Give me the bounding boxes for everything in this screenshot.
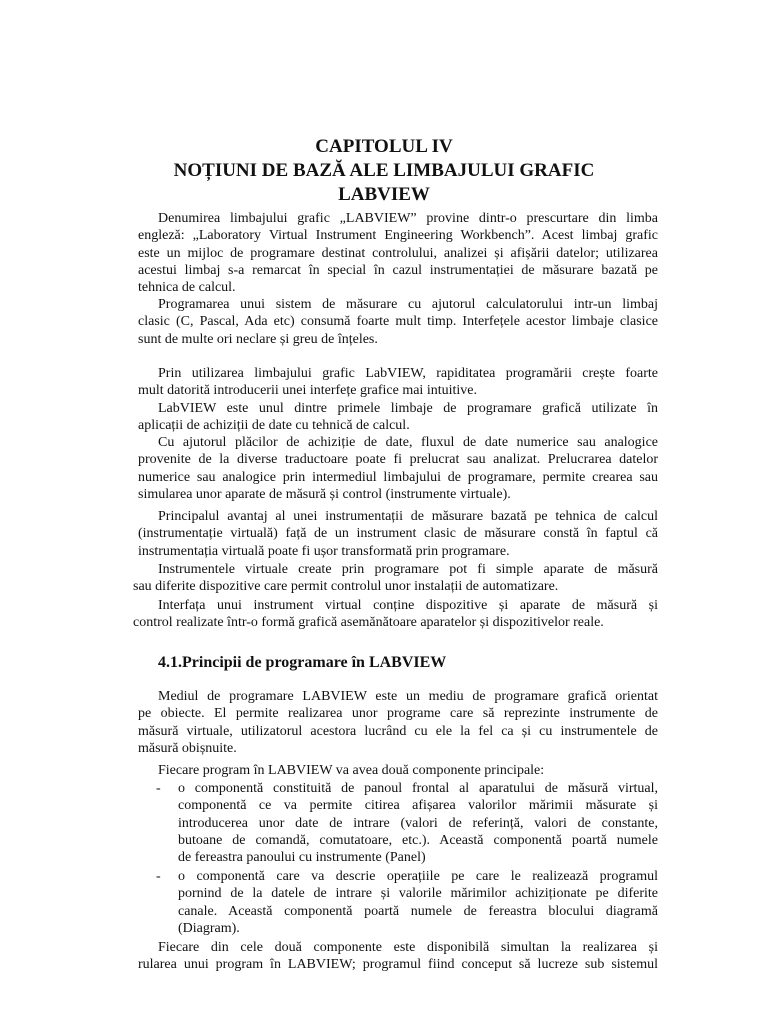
paragraph-line: Fiecare din cele două componente este disponibilă simultan la realizarea și: [158, 940, 658, 955]
paragraph-line: Cu ajutorul plăcilor de achiziție de date, fluxul de date numerice sau analogice: [158, 435, 658, 450]
paragraph-line: aplicații de achiziții de date cu tehnică de calcul.: [138, 418, 410, 434]
bullet-text: [178, 868, 658, 937]
paragraph-4: [138, 400, 658, 435]
paragraph-line: tehnica de calcul.: [138, 280, 236, 296]
paragraph-line: Principalul avantaj al unei instrumentații de măsurare bazată pe tehnica de calcul: [158, 509, 658, 524]
paragraph-line: clasic (C, Pascal, Ada etc) consumă foarte mult timp. Interfețele acestor limbaje clasice: [138, 314, 658, 330]
paragraph-line: o componentă constituită de panoul frontal al aparatului de măsură virtual,: [178, 781, 658, 796]
paragraph-2: [138, 296, 658, 348]
paragraph-line: acestui limbaj s-a remarcat în special în cazul instrumentației de măsurare bazată pe: [138, 262, 658, 278]
paragraph-line: sunt de multe ori neclare și greu de înțeles.: [138, 331, 378, 347]
paragraph-7: [133, 561, 658, 596]
paragraph-5: [138, 434, 658, 503]
paragraph-line: Mediul de programare LABVIEW este un mediu de programare grafică orientat: [158, 689, 658, 704]
paragraph-line: engleză: „Laboratory Virtual Instrument Engineering Workbench”. Acest limbaj grafic: [138, 228, 658, 244]
paragraph-line: control realizate într-o formă grafică asemănătoare aparatelor și dispozitivelor reale.: [133, 615, 604, 631]
section-paragraph-3: [138, 939, 658, 974]
paragraph-line: Prin utilizarea limbajului grafic LabVIEW, rapiditatea programării crește foarte: [158, 366, 658, 381]
paragraph-line: măsură obișnuite.: [138, 740, 237, 756]
paragraph-line: LabVIEW este unul dintre primele limbaje de programare grafică utilizate în: [158, 401, 658, 416]
paragraph-line: Programarea unui sistem de măsurare cu ajutorul calculatorului intr-un limbaj: [158, 297, 658, 312]
paragraph-line: (instrumentație virtuală) față de un instrument clasic de măsurare constă în faptul că: [138, 526, 658, 542]
paragraph-1: [138, 210, 658, 296]
bullet-text: [178, 780, 658, 866]
chapter-title-line2: LABVIEW: [338, 184, 430, 205]
paragraph-line: componentă ce va permite citirea afișarea valorilor mărimii măsurate și: [178, 798, 658, 814]
paragraph-3: [138, 365, 658, 400]
section-paragraph-1: [138, 688, 658, 757]
bullet-dash: -: [156, 781, 161, 796]
paragraph-line: numerice sau analogice prin intermediul limbajului de programare, permite crearea sau: [138, 469, 658, 485]
bullet-dash: -: [156, 869, 161, 884]
paragraph-line: măsură virtuale, utilizatorul acestora lucrând cu ele la fel ca și cu instrumentele de: [138, 723, 658, 739]
paragraph-line: este un mijloc de programare destinat controlului, analizei și afișării datelor; utilizarea: [138, 245, 658, 261]
paragraph-line: introducerea unor date de intrare (valori de referință, valori de constante,: [178, 815, 658, 831]
paragraph-line: provenite de la diverse traductoare poate fi prelucrat sau analizat. Prelucrarea datelor: [138, 452, 658, 468]
paragraph-line: butoane de comandă, comutatoare, etc.). Această componentă poartă numele: [178, 832, 658, 848]
paragraph-line: Instrumentele virtuale create prin programare pot fi simple aparate de măsură: [158, 562, 658, 577]
paragraph-line: mult datorită introducerii unei interfețe grafice mai intuitive.: [138, 383, 477, 399]
paragraph-line: canale. Această componentă poartă numele de fereastra blocului diagramă: [178, 903, 658, 919]
paragraph-line: Interfața unui instrument virtual conține dispozitive și aparate de măsură și: [158, 598, 658, 613]
paragraph-line: simularea unor aparate de măsură și control (instrumente virtuale).: [138, 486, 511, 502]
paragraph-line: Fiecare program în LABVIEW va avea două componente principale:: [158, 763, 545, 778]
paragraph-line: pornind de la datele de intrare și valorile mărimilor achiziționate pe diferite: [178, 886, 658, 902]
paragraph-line: sau diferite dispozitive care permit controlul unor instalații de automatizare.: [133, 579, 559, 595]
bullet-item-1: [138, 780, 658, 868]
paragraph-line: instrumentația virtuală poate fi ușor transformată prin programare.: [138, 543, 510, 559]
paragraph-6: [138, 508, 658, 560]
bullet-item-2: [138, 868, 658, 938]
paragraph-line: (Diagram).: [178, 920, 240, 936]
paragraph-line: de fereastra panoului cu instrumente (Panel): [178, 850, 426, 866]
paragraph-8: [133, 597, 658, 632]
chapter-number: CAPITOLUL IV: [315, 136, 453, 157]
paragraph-line: rularea unui program în LABVIEW; programul fiind conceput să lucreze sub sistemul: [138, 957, 658, 973]
section-title: 4.1.Principii de programare în LABVIEW: [158, 654, 447, 671]
paragraph-line: Denumirea limbajului grafic „LABVIEW” provine dintr-o prescurtare din limba: [158, 211, 658, 226]
chapter-title-line1: NOȚIUNI DE BAZĂ ALE LIMBAJULUI GRAFIC: [173, 160, 595, 181]
paragraph-line: o componentă care va descrie operațiile pe care le realizează programul: [178, 869, 658, 884]
section-paragraph-2: [138, 762, 658, 779]
paragraph-line: pe obiecte. El permite realizarea unor programe care să reprezinte instrumente de: [138, 706, 658, 722]
